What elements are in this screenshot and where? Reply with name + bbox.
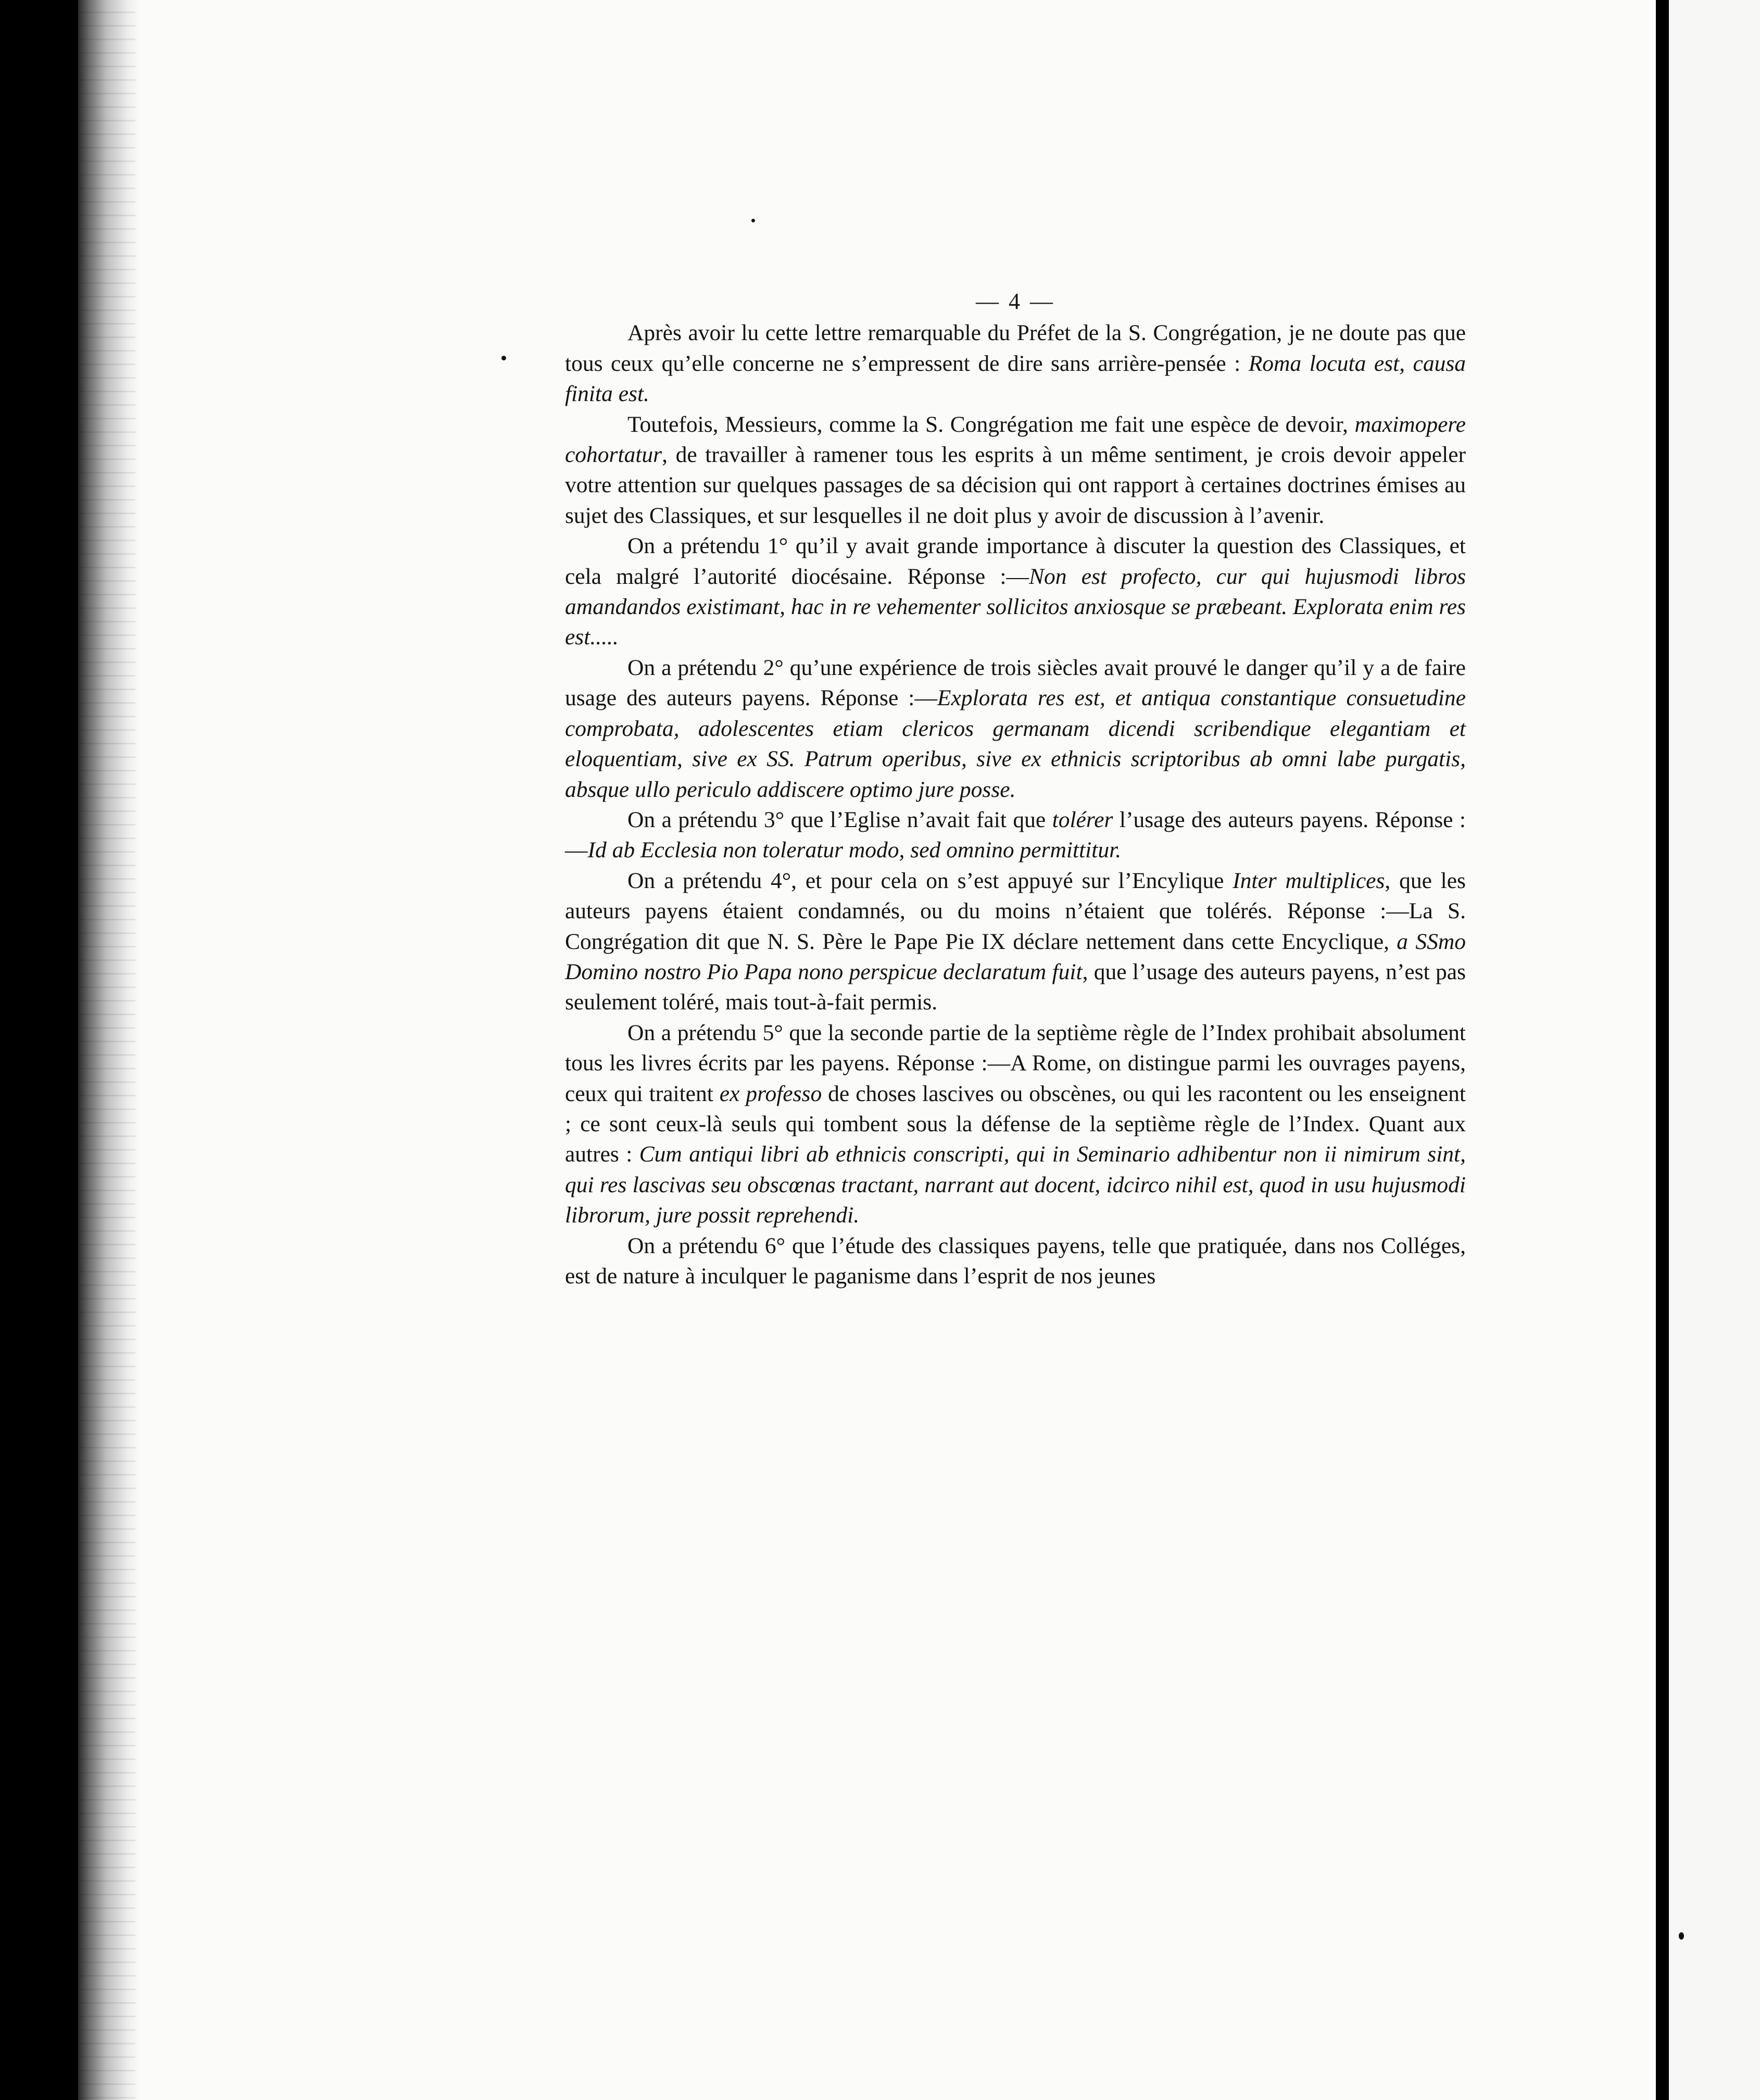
paragraph	[565, 1018, 1466, 1231]
page-gap	[1656, 0, 1669, 2100]
body-text: On a prétendu 4°, et pour cela on s’est appuyé sur l’Encylique	[627, 868, 1233, 893]
page-number: — 4 —	[976, 289, 1055, 314]
body-text: , que les auteurs payens étaient condamnés, ou du moins n’étaient que tolérés. Réponse :—La S. Congrégation dit que N. S. Père le Pape Pie IX déclare nettement dans cette Encyclique,	[565, 868, 1466, 954]
paragraph-list	[565, 318, 1466, 1291]
body-text: , de travailler à ramener tous les esprits à un même sentiment, je crois devoir appeler votre attention sur quelques passages de sa décision qui ont rapport à certaines doctrines émises au sujet des Classiques, et sur lesquelles il ne doit plus y avoir de discussion à l’avenir.	[565, 442, 1466, 528]
binding-streaks	[78, 0, 135, 2100]
latin-quote-text: Non est profecto, cur qui hujusmodi libros amandandos existimant, hac in re vehementer sollicitos anxiosque se præbeant. Explorata enim res est.....	[565, 564, 1466, 650]
latin-quote-text: tolérer	[1052, 807, 1113, 832]
latin-quote-text: Roma locuta est, causa finita est.	[565, 351, 1466, 407]
next-page-edge	[1669, 0, 1760, 2100]
latin-quote-text: Explorata res est, et antiqua constantique consuetudine comprobata, adolescentes etiam clericos germanam dicendi scribendique elegantiam et eloquentiam, sive ex SS. Patrum operibus, sive ex ethnicis scriptoribus ab omni labe purgatis, absque ullo periculo addiscere optimo jure posse.	[565, 685, 1466, 802]
body-text: Après avoir lu cette lettre remarquable du Préfet de la S. Congrégation, je ne doute pas que tous ceux qu’elle concerne ne s’empressent de dire sans arrière-pensée :	[565, 320, 1466, 376]
body-text: On a prétendu 1° qu’il y avait grande importance à discuter la question des Classiques, et cela malgré l’autorité diocésaine. Réponse :—	[565, 533, 1466, 589]
paragraph	[565, 805, 1466, 866]
latin-quote-text: Inter multiplices	[1233, 868, 1385, 893]
paragraph	[565, 866, 1466, 1018]
ink-speck	[1679, 1932, 1684, 1940]
paragraph	[565, 409, 1466, 531]
ink-speck	[751, 219, 755, 222]
paragraph	[565, 1231, 1466, 1292]
body-text: , que l’usage des auteurs payens, n’est pas seulement toléré, mais tout-à-fait permis.	[565, 959, 1466, 1015]
latin-quote-text: ex professo	[719, 1081, 822, 1106]
body-text: de choses lascives ou obscènes, ou qui les racontent ou les enseignent ; ce sont ceux-là seuls qui tombent sous la défense de la septième règle de l’Index. Quant aux autres :	[565, 1081, 1466, 1167]
ink-speck	[501, 356, 506, 360]
paragraph	[565, 531, 1466, 653]
body-text: On a prétendu 6° que l’étude des classiques payens, telle que pratiquée, dans nos Colléges, est de nature à inculquer le paganisme dans l’esprit de nos jeunes	[565, 1233, 1466, 1289]
body-text: On a prétendu 5° que la seconde partie de la septième règle de l’Index prohibait absolument tous les livres écrits par les payens. Réponse :—A Rome, on distingue parmi les ouvrages payens, ceux qui traitent	[565, 1020, 1466, 1106]
paragraph	[565, 653, 1466, 805]
document-body	[565, 286, 1466, 1291]
body-text: l’usage des auteurs payens. Réponse :—	[565, 807, 1466, 863]
latin-quote-text: Cum antiqui libri ab ethnicis conscripti, qui in Seminario adhibentur non ii nimirum sint, qui res lascivas seu obscœnas tractant, narrant aut docent, idcirco nihil est, quod in usu hujusmodi librorum, jure possit reprehendi.	[565, 1142, 1466, 1228]
body-text: On a prétendu 3° que l’Eglise n’avait fait que	[627, 807, 1052, 832]
latin-quote-text: a SSmo Domino nostro Pio Papa nono perspicue declaratum fuit	[565, 929, 1466, 984]
body-text: On a prétendu 2° qu’une expérience de trois siècles avait prouvé le danger qu’il y a de faire usage des auteurs payens. Réponse :—	[565, 655, 1466, 711]
latin-quote-text: maximopere cohortatur	[565, 411, 1466, 468]
paragraph	[565, 318, 1466, 409]
body-text: Toutefois, Messieurs, comme la S. Congrégation me fait une espèce de devoir,	[627, 411, 1355, 437]
latin-quote-text: Id ab Ecclesia non toleratur modo, sed omnino permittitur.	[587, 838, 1122, 863]
